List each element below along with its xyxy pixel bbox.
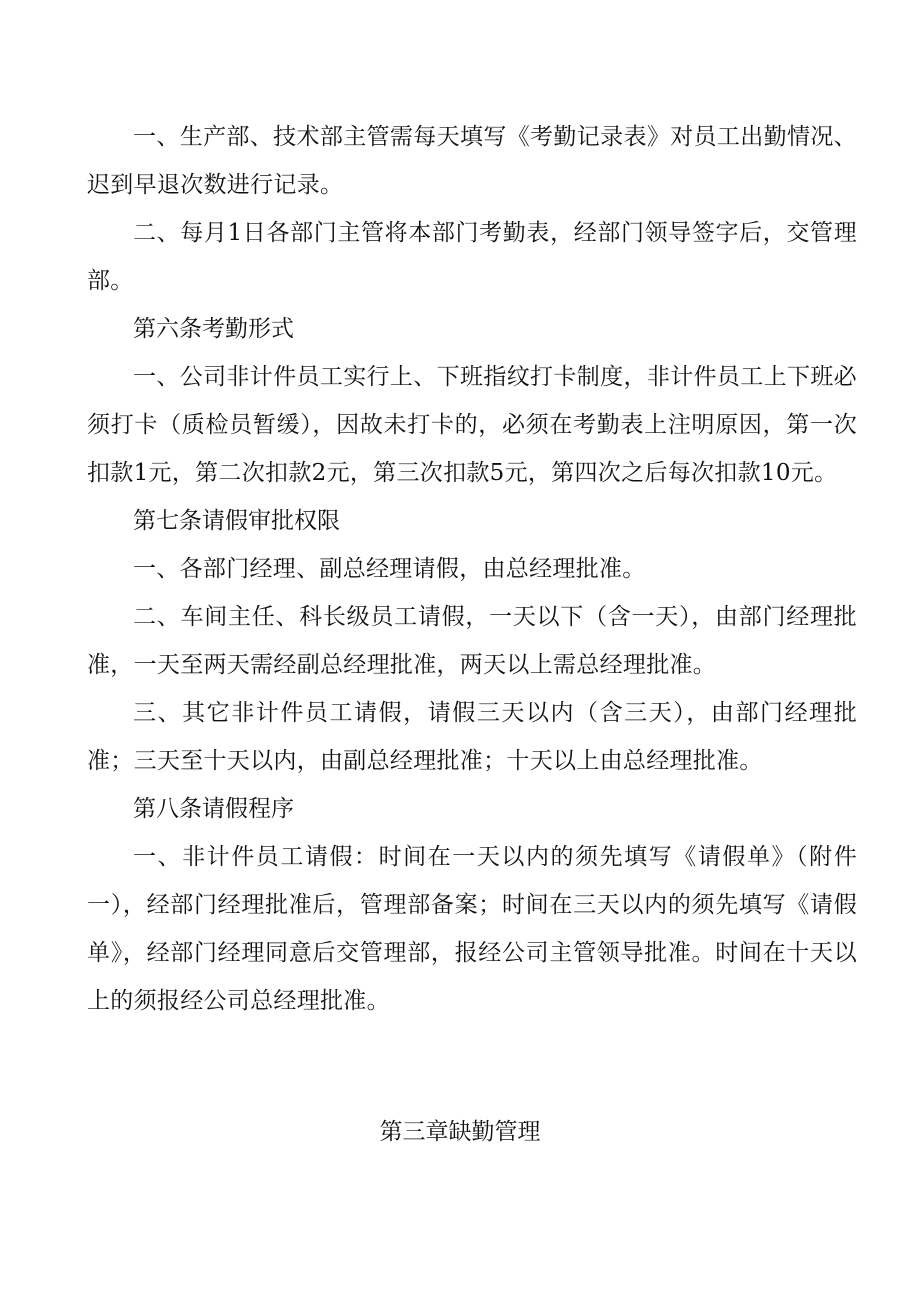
paragraph-staff-leave-approval: 三、其它非计件员工请假，请假三天以内（含三天），由部门经理批准；三天至十天以内，由副总经理批准；十天以上由总经理批准。 — [87, 700, 857, 774]
article-6-heading: 第六条考勤形式 — [133, 316, 294, 342]
paragraph-leave-procedure: 一、非计件员工请假：时间在一天以内的须先填写《请假单》（附件一），经部门经理批准后，管理部备案；时间在三天以内的须先填写《请假单》，经部门经理同意后交管理部，报经公司主管领导批准。时间在十天以上的须报经公司总经理批准。 — [87, 844, 857, 1014]
paragraph-fingerprint-clock-in: 一、公司非计件员工实行上、下班指纹打卡制度，非计件员工上下班必须打卡（质检员暂缓），因故未打卡的，必须在考勤表上注明原因，第一次扣款1元，第二次扣款2元，第三次扣款5元，第四次之后每次扣款10元。 — [87, 364, 857, 486]
article-8-heading: 第八条请假程序 — [133, 796, 294, 822]
paragraph-director-leave-approval: 二、车间主任、科长级员工请假，一天以下（含一天），由部门经理批准，一天至两天需经副总经理批准，两天以上需总经理批准。 — [87, 604, 857, 678]
paragraph-supervisor-attendance-record: 一、生产部、技术部主管需每天填写《考勤记录表》对员工出勤情况、迟到早退次数进行记录。 — [87, 124, 857, 198]
chapter-title: 第三章缺勤管理 — [379, 1119, 541, 1145]
paragraph-monthly-submission: 二、每月1日各部门主管将本部门考勤表，经部门领导签字后，交管理部。 — [87, 220, 857, 294]
article-7-heading: 第七条请假审批权限 — [133, 508, 340, 534]
document-body — [87, 113, 857, 1025]
paragraph-manager-leave-approval: 一、各部门经理、副总经理请假，由总经理批准。 — [133, 556, 646, 582]
